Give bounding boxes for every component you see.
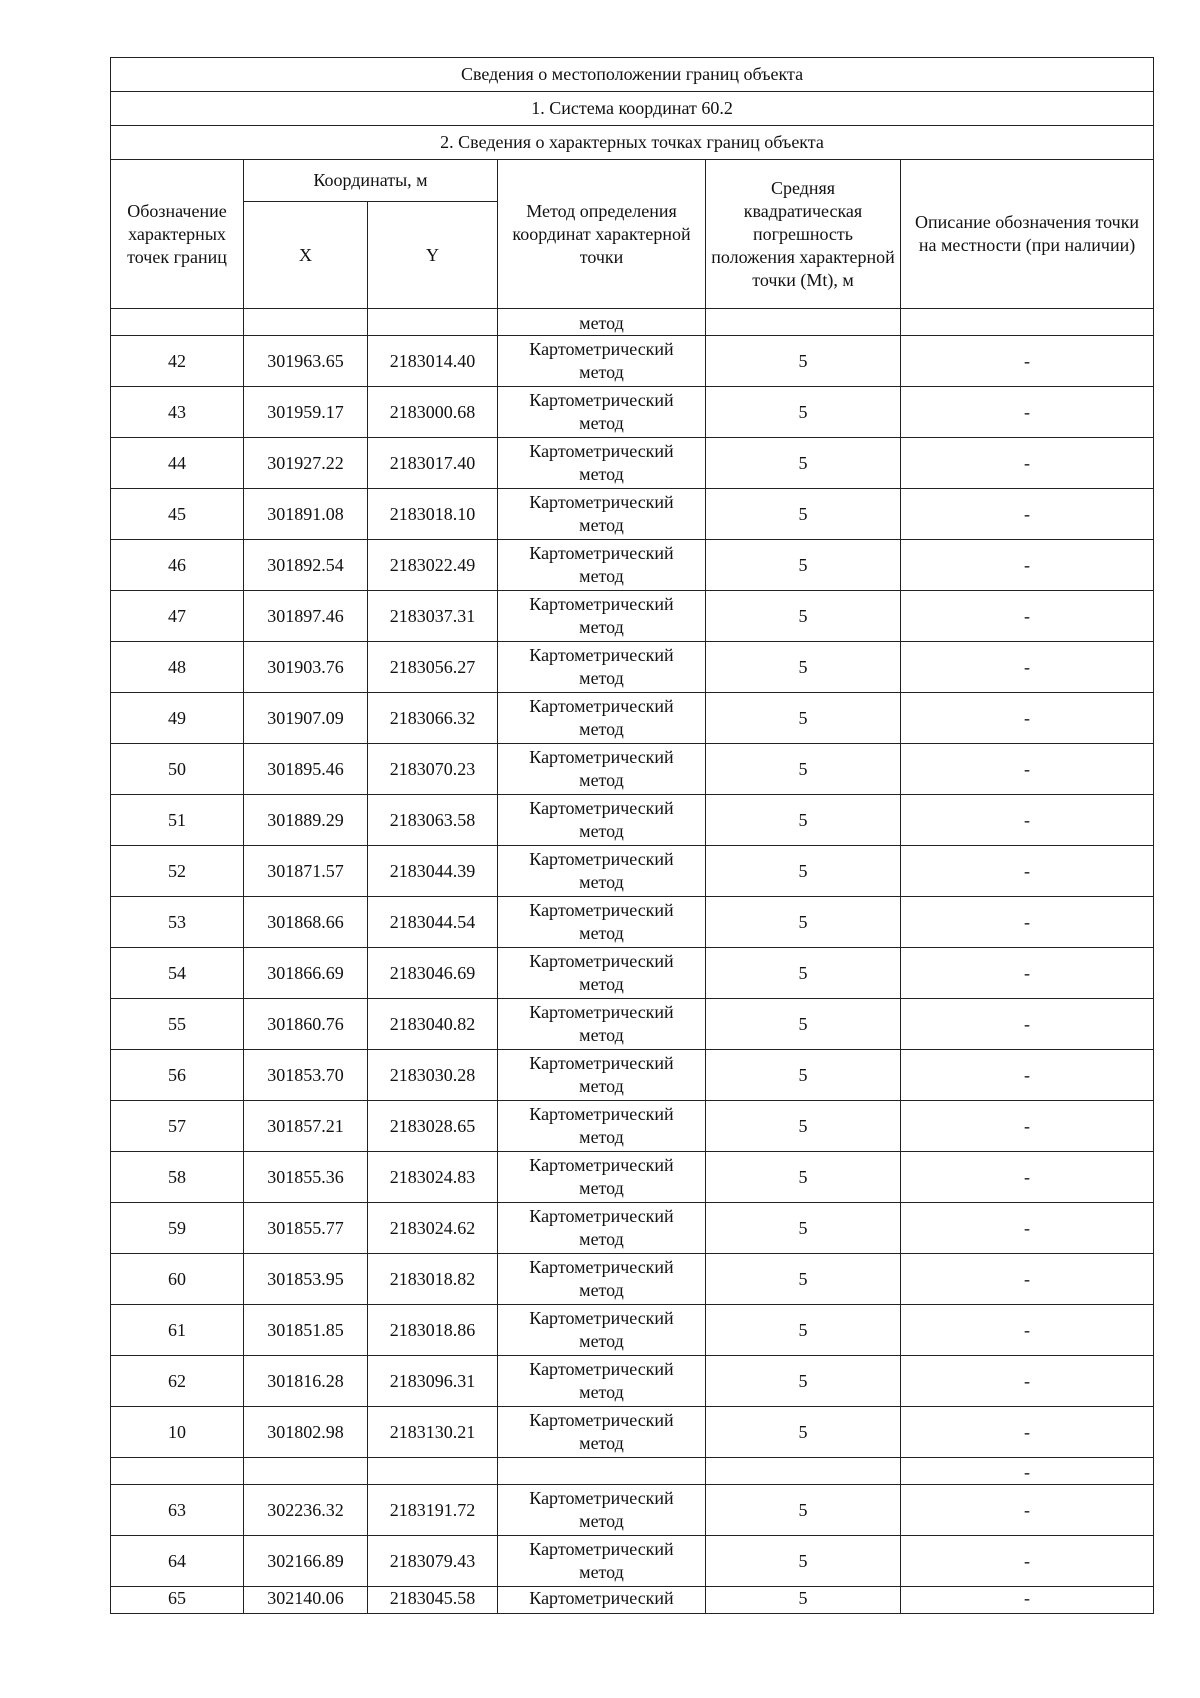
mt-error: 5 (706, 1536, 901, 1587)
method-line2: метод (579, 1331, 624, 1351)
mt-error: 5 (706, 1305, 901, 1356)
method-line2: метод (579, 821, 624, 841)
separator-row (111, 1458, 1154, 1485)
method-cell (498, 1356, 706, 1407)
mt-error: 5 (706, 642, 901, 693)
point-description: - (901, 1203, 1154, 1254)
y-coord: 2183037.31 (368, 591, 498, 642)
method-line1: Картометрический (529, 441, 674, 461)
col-header-x: X (244, 202, 368, 309)
point-id: 42 (111, 336, 244, 387)
mt-error: 5 (706, 846, 901, 897)
table-row (111, 897, 1154, 948)
method-cell (498, 591, 706, 642)
method-line2: метод (579, 923, 624, 943)
method-cell (498, 1050, 706, 1101)
method-cell (498, 1254, 706, 1305)
table-row (111, 1485, 1154, 1536)
method-line2: метод (579, 1280, 624, 1300)
point-description: - (901, 489, 1154, 540)
method-cell (498, 1536, 706, 1587)
y-coord: 2183079.43 (368, 1536, 498, 1587)
point-description: - (901, 336, 1154, 387)
continuation-method: метод (498, 309, 706, 336)
method-cell (498, 1305, 706, 1356)
x-coord: 301857.21 (244, 1101, 368, 1152)
x-coord: 301907.09 (244, 693, 368, 744)
method-line1: Картометрический (529, 1539, 674, 1559)
y-coord: 2183130.21 (368, 1407, 498, 1458)
table-row (111, 1203, 1154, 1254)
point-description: - (901, 1152, 1154, 1203)
boundary-points-table (110, 57, 1154, 1614)
point-id: 46 (111, 540, 244, 591)
table-row (111, 489, 1154, 540)
point-description: - (901, 540, 1154, 591)
x-coord: 301927.22 (244, 438, 368, 489)
method-cell (498, 948, 706, 999)
point-description: - (901, 642, 1154, 693)
method-cell: Картометрический (498, 1587, 706, 1614)
method-line2: метод (579, 566, 624, 586)
point-description: - (901, 1254, 1154, 1305)
x-coord: 301871.57 (244, 846, 368, 897)
x-coord: 301889.29 (244, 795, 368, 846)
method-cell (498, 744, 706, 795)
mt-error: 5 (706, 1050, 901, 1101)
point-id: 52 (111, 846, 244, 897)
table-row (111, 1407, 1154, 1458)
method-line1: Картометрический (529, 1104, 674, 1124)
method-line2: метод (579, 1562, 624, 1582)
mt-error: 5 (706, 1356, 901, 1407)
x-coord: 301959.17 (244, 387, 368, 438)
table-row (111, 1536, 1154, 1587)
method-line2: метод (579, 1025, 624, 1045)
table-row (111, 642, 1154, 693)
method-cell (498, 1485, 706, 1536)
method-line1: Картометрический (529, 1206, 674, 1226)
point-id: 44 (111, 438, 244, 489)
coordinate-system: 1. Система координат 60.2 (111, 92, 1154, 126)
method-cell (498, 1407, 706, 1458)
point-id: 60 (111, 1254, 244, 1305)
y-coord: 2183066.32 (368, 693, 498, 744)
point-description: - (901, 897, 1154, 948)
point-description: - (901, 591, 1154, 642)
continuation-row (111, 309, 1154, 336)
method-line2: метод (579, 770, 624, 790)
point-description: - (901, 387, 1154, 438)
table-row (111, 999, 1154, 1050)
mt-error: 5 (706, 897, 901, 948)
point-id: 57 (111, 1101, 244, 1152)
document-page (110, 57, 1153, 1614)
method-line2: метод (579, 515, 624, 535)
section-title: 2. Сведения о характерных точках границ объекта (111, 126, 1154, 160)
x-coord: 301897.46 (244, 591, 368, 642)
table-row (111, 744, 1154, 795)
mt-error: 5 (706, 948, 901, 999)
table-row (111, 387, 1154, 438)
method-cell (498, 795, 706, 846)
method-cell (498, 489, 706, 540)
method-cell (498, 1101, 706, 1152)
method-line2: метод (579, 1229, 624, 1249)
mt-error: 5 (706, 336, 901, 387)
y-coord: 2183018.86 (368, 1305, 498, 1356)
y-coord: 2183070.23 (368, 744, 498, 795)
point-id: 45 (111, 489, 244, 540)
y-coord: 2183044.54 (368, 897, 498, 948)
method-line1: Картометрический (529, 900, 674, 920)
point-id: 62 (111, 1356, 244, 1407)
y-coord: 2183045.58 (368, 1587, 498, 1614)
method-line1: Картометрический (529, 798, 674, 818)
point-id: 61 (111, 1305, 244, 1356)
point-id: 59 (111, 1203, 244, 1254)
point-description: - (901, 1050, 1154, 1101)
x-coord: 301855.36 (244, 1152, 368, 1203)
table-row (111, 591, 1154, 642)
y-coord: 2183063.58 (368, 795, 498, 846)
y-coord: 2183000.68 (368, 387, 498, 438)
table-row (111, 948, 1154, 999)
method-line1: Картометрический (529, 594, 674, 614)
method-line2: метод (579, 1433, 624, 1453)
mt-error: 5 (706, 489, 901, 540)
method-line2: метод (579, 668, 624, 688)
method-cell (498, 846, 706, 897)
x-coord: 302236.32 (244, 1485, 368, 1536)
method-line2: метод (579, 872, 624, 892)
table-row (111, 846, 1154, 897)
point-id: 63 (111, 1485, 244, 1536)
mt-error: 5 (706, 1101, 901, 1152)
method-line1: Картометрический (529, 747, 674, 767)
x-coord: 301963.65 (244, 336, 368, 387)
empty-cell (368, 1458, 498, 1485)
point-id: 53 (111, 897, 244, 948)
point-description: - (901, 948, 1154, 999)
mt-error: 5 (706, 540, 901, 591)
table-row (111, 336, 1154, 387)
y-coord: 2183030.28 (368, 1050, 498, 1101)
y-coord: 2183018.10 (368, 489, 498, 540)
method-line1: Картометрический (529, 645, 674, 665)
method-line2: метод (579, 362, 624, 382)
mt-error: 5 (706, 693, 901, 744)
point-description: - (901, 1485, 1154, 1536)
x-coord: 301802.98 (244, 1407, 368, 1458)
mt-error: 5 (706, 387, 901, 438)
table-row (111, 1050, 1154, 1101)
point-id: 54 (111, 948, 244, 999)
method-cell (498, 1203, 706, 1254)
method-line1: Картометрический (529, 951, 674, 971)
mt-error: 5 (706, 999, 901, 1050)
y-coord: 2183028.65 (368, 1101, 498, 1152)
table-row (111, 438, 1154, 489)
mt-error: 5 (706, 1254, 901, 1305)
y-coord: 2183191.72 (368, 1485, 498, 1536)
table-row (111, 540, 1154, 591)
point-id: 50 (111, 744, 244, 795)
empty-cell (111, 1458, 244, 1485)
x-coord: 301892.54 (244, 540, 368, 591)
x-coord: 302140.06 (244, 1587, 368, 1614)
x-coord: 301855.77 (244, 1203, 368, 1254)
point-description: - (901, 1587, 1154, 1614)
point-description: - (901, 795, 1154, 846)
x-coord: 301853.70 (244, 1050, 368, 1101)
method-cell (498, 387, 706, 438)
point-id: 43 (111, 387, 244, 438)
mt-error: 5 (706, 1587, 901, 1614)
mt-error: 5 (706, 1485, 901, 1536)
method-line1: Картометрический (529, 696, 674, 716)
separator-description: - (901, 1458, 1154, 1485)
method-cell (498, 336, 706, 387)
point-id: 58 (111, 1152, 244, 1203)
method-line1: Картометрический (529, 1359, 674, 1379)
method-cell (498, 999, 706, 1050)
x-coord: 301895.46 (244, 744, 368, 795)
point-description: - (901, 1305, 1154, 1356)
table-row (111, 1305, 1154, 1356)
y-coord: 2183022.49 (368, 540, 498, 591)
table-row (111, 1152, 1154, 1203)
x-coord: 301866.69 (244, 948, 368, 999)
point-id: 47 (111, 591, 244, 642)
y-coord: 2183056.27 (368, 642, 498, 693)
method-line1: Картометрический (529, 1257, 674, 1277)
y-coord: 2183046.69 (368, 948, 498, 999)
table-row (111, 693, 1154, 744)
table-row (111, 1356, 1154, 1407)
y-coord: 2183024.62 (368, 1203, 498, 1254)
mt-error: 5 (706, 1203, 901, 1254)
y-coord: 2183096.31 (368, 1356, 498, 1407)
x-coord: 301891.08 (244, 489, 368, 540)
empty-cell (244, 1458, 368, 1485)
point-id: 49 (111, 693, 244, 744)
table-title: Сведения о местоположении границ объекта (111, 58, 1154, 92)
method-line2: метод (579, 1076, 624, 1096)
point-id: 56 (111, 1050, 244, 1101)
method-cell (498, 642, 706, 693)
method-cell (498, 438, 706, 489)
method-cell (498, 1152, 706, 1203)
table-row (111, 1101, 1154, 1152)
point-description: - (901, 1356, 1154, 1407)
method-line2: метод (579, 1511, 624, 1531)
point-description: - (901, 1536, 1154, 1587)
method-line1: Картометрический (529, 390, 674, 410)
mt-error: 5 (706, 744, 901, 795)
method-cell (498, 540, 706, 591)
x-coord: 301853.95 (244, 1254, 368, 1305)
point-id: 51 (111, 795, 244, 846)
point-id: 64 (111, 1536, 244, 1587)
y-coord: 2183040.82 (368, 999, 498, 1050)
point-description: - (901, 438, 1154, 489)
col-header-description: Описание обозначения точки на местности (при наличии) (901, 160, 1154, 309)
method-line1: Картометрический (529, 1053, 674, 1073)
method-cell (498, 693, 706, 744)
method-line2: метод (579, 617, 624, 637)
table-row (111, 795, 1154, 846)
col-header-y: Y (368, 202, 498, 309)
y-coord: 2183014.40 (368, 336, 498, 387)
mt-error: 5 (706, 591, 901, 642)
point-description: - (901, 999, 1154, 1050)
mt-error: 5 (706, 1407, 901, 1458)
point-id: 48 (111, 642, 244, 693)
method-cell (498, 897, 706, 948)
col-header-point: Обозначение характерных точек границ (111, 160, 244, 309)
col-header-coordinates: Координаты, м (244, 160, 498, 202)
x-coord: 301868.66 (244, 897, 368, 948)
point-description: - (901, 846, 1154, 897)
x-coord: 302166.89 (244, 1536, 368, 1587)
table-row (111, 1587, 1154, 1614)
x-coord: 301851.85 (244, 1305, 368, 1356)
method-line1: Картометрический (529, 339, 674, 359)
mt-error: 5 (706, 1152, 901, 1203)
method-line1: Картометрический (529, 1002, 674, 1022)
x-coord: 301903.76 (244, 642, 368, 693)
method-line2: метод (579, 1382, 624, 1402)
method-line1: Картометрический (529, 1410, 674, 1430)
x-coord: 301860.76 (244, 999, 368, 1050)
method-line1: Картометрический (529, 849, 674, 869)
point-description: - (901, 693, 1154, 744)
empty-cell (706, 1458, 901, 1485)
mt-error: 5 (706, 438, 901, 489)
y-coord: 2183024.83 (368, 1152, 498, 1203)
point-description: - (901, 744, 1154, 795)
col-header-method: Метод определения координат характерной точки (498, 160, 706, 309)
method-line1: Картометрический (529, 492, 674, 512)
method-line2: метод (579, 1127, 624, 1147)
x-coord: 301816.28 (244, 1356, 368, 1407)
point-description: - (901, 1407, 1154, 1458)
empty-cell (498, 1458, 706, 1485)
mt-error: 5 (706, 795, 901, 846)
method-line1: Картометрический (529, 1308, 674, 1328)
method-line2: метод (579, 464, 624, 484)
y-coord: 2183018.82 (368, 1254, 498, 1305)
point-id: 10 (111, 1407, 244, 1458)
point-id: 65 (111, 1587, 244, 1614)
method-line2: метод (579, 413, 624, 433)
col-header-error: Средняя квадратическая погрешность положения характерной точки (Mt), м (706, 160, 901, 309)
method-line2: метод (579, 974, 624, 994)
y-coord: 2183017.40 (368, 438, 498, 489)
method-line1: Картометрический (529, 1155, 674, 1175)
method-line2: метод (579, 1178, 624, 1198)
y-coord: 2183044.39 (368, 846, 498, 897)
point-description: - (901, 1101, 1154, 1152)
method-line1: Картометрический (529, 543, 674, 563)
point-id: 55 (111, 999, 244, 1050)
method-line2: метод (579, 719, 624, 739)
table-row (111, 1254, 1154, 1305)
method-line1: Картометрический (529, 1488, 674, 1508)
